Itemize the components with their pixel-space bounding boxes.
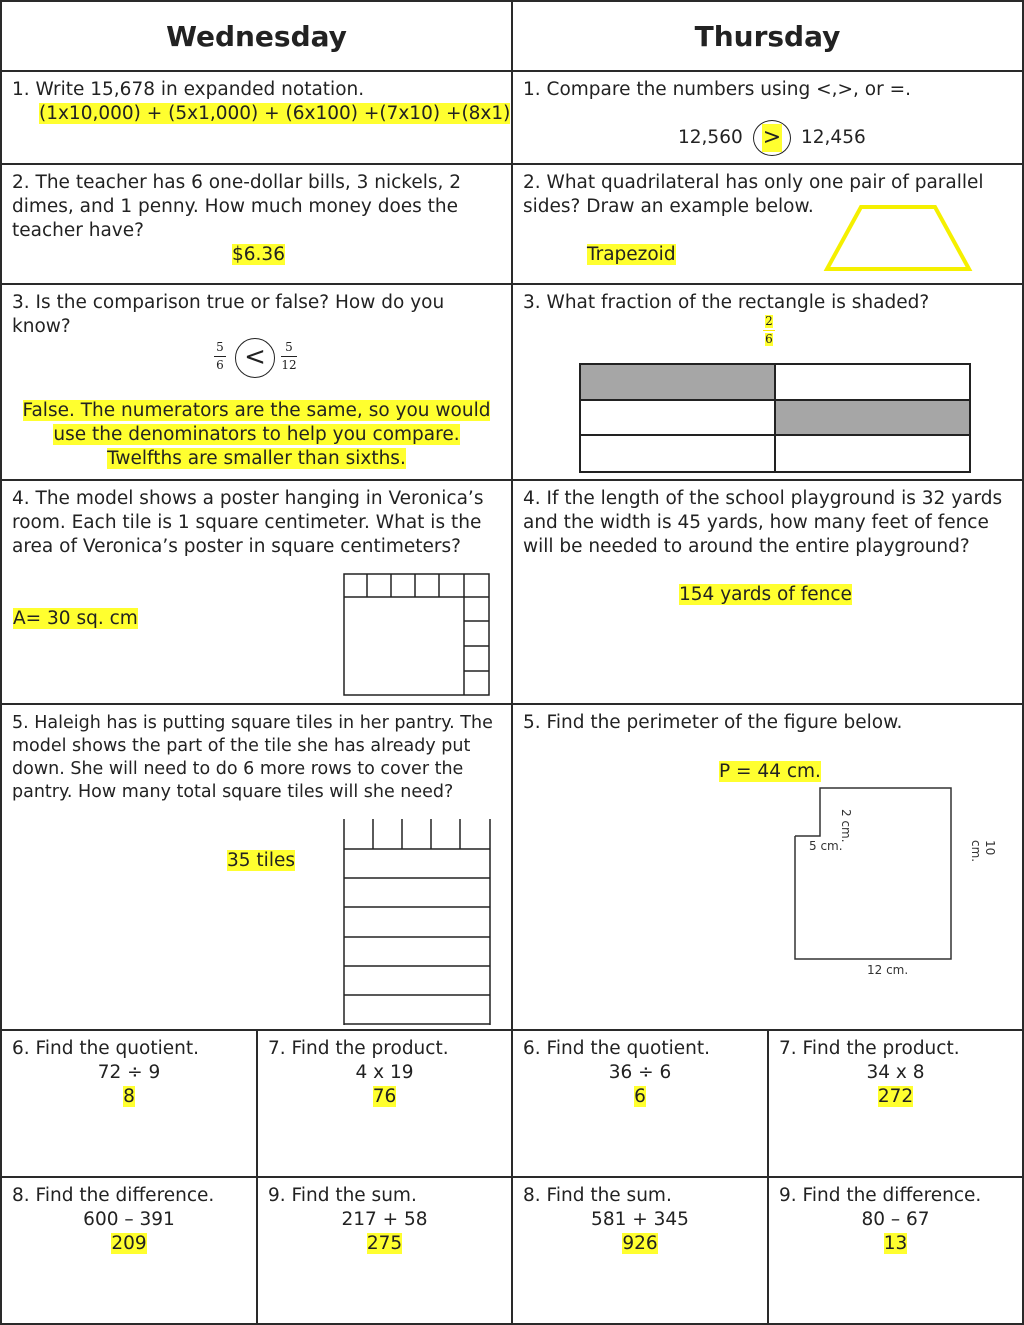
thu-q9-answer: 13 bbox=[883, 1233, 908, 1254]
wed-q3-text: 3. Is the comparison true or false? How do you know? bbox=[12, 292, 445, 337]
thu-q3-answer-fraction bbox=[763, 315, 775, 346]
wed-q3-answer-line-1: False. The numerators are the same, so you would bbox=[22, 400, 491, 421]
thu-q7-label: 7. Find the product. bbox=[779, 1038, 960, 1059]
wed-q6-cell bbox=[0, 1029, 258, 1178]
thu-q7-cell bbox=[767, 1029, 1024, 1178]
thu-q1-symbol: > bbox=[762, 125, 782, 150]
thu-q5-text: 5. Find the perimeter of the figure below. bbox=[523, 712, 903, 733]
thu-q7-problem: 34 x 8 bbox=[866, 1062, 925, 1083]
wed-q8-cell bbox=[0, 1176, 258, 1325]
wed-q3-answer-line-2: use the denominators to help you compare. bbox=[53, 424, 460, 445]
thu-q4-cell bbox=[511, 479, 1024, 705]
thu-q9-problem: 80 – 67 bbox=[861, 1209, 930, 1230]
thu-q2-answer: Trapezoid bbox=[587, 244, 676, 265]
wed-q9-answer: 275 bbox=[366, 1233, 403, 1254]
poster-tile-model bbox=[343, 573, 491, 697]
thu-q6-cell bbox=[511, 1029, 769, 1178]
wednesday-title: Wednesday bbox=[166, 20, 347, 53]
thu-q2-cell bbox=[511, 163, 1024, 285]
wed-q3-cell bbox=[0, 283, 513, 481]
frac-a-den: 6 bbox=[216, 358, 224, 372]
thu-q6-label: 6. Find the quotient. bbox=[523, 1038, 710, 1059]
trapezoid-drawing bbox=[823, 203, 978, 275]
thu-q5-label-left: 5 cm. bbox=[809, 839, 843, 853]
wed-q2-answer: $6.36 bbox=[232, 244, 285, 265]
thu-q4-text: 4. If the length of the school playground is 32 yards and the width is 45 yards, how many feet of fence will be needed to around the entire playground? bbox=[523, 488, 1003, 557]
thu-q1-cell bbox=[511, 70, 1024, 165]
wed-q3-fraction-a bbox=[214, 341, 226, 372]
wed-q7-answer: 76 bbox=[372, 1086, 397, 1107]
thu-q3-answer-num: 2 bbox=[765, 314, 773, 328]
wed-q4-cell bbox=[0, 479, 513, 705]
frac-a-num: 5 bbox=[216, 340, 224, 354]
wed-q2-text: 2. The teacher has 6 one-dollar bills, 3 nickels, 2 dimes, and 1 penny. How much money does the teacher have? bbox=[12, 172, 462, 241]
wed-q1-answer: (1x10,000) + (5x1,000) + (6x100) +(7x10) +(8x1) bbox=[39, 103, 511, 124]
thu-q8-label: 8. Find the sum. bbox=[523, 1185, 672, 1206]
thu-q7-answer: 272 bbox=[877, 1086, 914, 1107]
wed-q5-cell bbox=[0, 703, 513, 1031]
thu-q9-cell bbox=[767, 1176, 1024, 1325]
thu-q3-text: 3. What fraction of the rectangle is shaded? bbox=[523, 292, 930, 313]
thu-q8-answer: 926 bbox=[622, 1233, 658, 1254]
thu-q1-text: 1. Compare the numbers using <,>, or =. bbox=[523, 79, 911, 100]
wed-q1-cell bbox=[0, 70, 513, 165]
thu-q5-label-top: 2 cm. bbox=[839, 809, 853, 843]
thu-q8-problem: 581 + 345 bbox=[591, 1209, 689, 1230]
wed-q8-answer: 209 bbox=[111, 1233, 147, 1254]
thu-q6-problem: 36 ÷ 6 bbox=[608, 1062, 672, 1083]
thu-q6-answer: 6 bbox=[634, 1086, 646, 1107]
wed-q8-label: 8. Find the difference. bbox=[12, 1185, 215, 1206]
thursday-title: Thursday bbox=[694, 20, 841, 53]
pantry-tile-model bbox=[343, 819, 493, 1029]
thu-q4-answer: 154 yards of fence bbox=[679, 584, 852, 605]
thu-q1-symbol-circle bbox=[753, 120, 791, 156]
perimeter-figure bbox=[783, 785, 968, 965]
thu-q1-right: 12,456 bbox=[801, 127, 866, 148]
wed-q4-answer: A= 30 sq. cm bbox=[13, 608, 138, 629]
wed-q9-label: 9. Find the sum. bbox=[268, 1185, 417, 1206]
thu-q5-answer: P = 44 cm. bbox=[719, 761, 821, 782]
wed-q5-answer: 35 tiles bbox=[227, 850, 295, 871]
shaded-rectangle bbox=[579, 363, 973, 475]
header-wednesday bbox=[0, 0, 513, 72]
wed-q2-cell bbox=[0, 163, 513, 285]
wed-q3-symbol: < bbox=[235, 338, 275, 378]
thu-q3-answer-den: 6 bbox=[765, 332, 773, 346]
thu-q3-cell bbox=[511, 283, 1024, 481]
wed-q9-cell bbox=[256, 1176, 513, 1325]
frac-b-den: 12 bbox=[281, 358, 297, 372]
thu-q9-label: 9. Find the difference. bbox=[779, 1185, 982, 1206]
wed-q7-cell bbox=[256, 1029, 513, 1178]
thu-q5-label-bottom: 12 cm. bbox=[867, 963, 909, 977]
wed-q7-problem: 4 x 19 bbox=[355, 1062, 414, 1083]
header-thursday bbox=[511, 0, 1024, 72]
wed-q5-text: 5. Haleigh has is putting square tiles in her pantry. The model shows the part of the tile she has already put down. She will need to do 6 more rows to cover the pantry. How many total square tiles will she need? bbox=[12, 713, 493, 802]
wed-q3-answer-line-3: Twelfths are smaller than sixths. bbox=[107, 448, 406, 469]
thu-q2-text: 2. What quadrilateral has only one pair of parallel sides? Draw an example below. bbox=[523, 172, 984, 217]
wed-q6-answer: 8 bbox=[123, 1086, 135, 1107]
wed-q9-problem: 217 + 58 bbox=[341, 1209, 428, 1230]
wed-q3-fraction-b bbox=[281, 341, 297, 372]
wed-q8-problem: 600 – 391 bbox=[83, 1209, 175, 1230]
thu-q1-left: 12,560 bbox=[678, 127, 743, 148]
thu-q5-label-right: 10 cm. bbox=[969, 840, 997, 863]
thu-q8-cell bbox=[511, 1176, 769, 1325]
wed-q6-problem: 72 ÷ 9 bbox=[97, 1062, 161, 1083]
thu-q5-cell bbox=[511, 703, 1024, 1031]
wed-q4-text: 4. The model shows a poster hanging in Veronica’s room. Each tile is 1 square centimeter. What is the area of Veronica’s poster in square centimeters? bbox=[12, 488, 484, 557]
wed-q1-text: 1. Write 15,678 in expanded notation. bbox=[12, 79, 365, 100]
wed-q6-label: 6. Find the quotient. bbox=[12, 1038, 199, 1059]
frac-b-num: 5 bbox=[285, 340, 293, 354]
wed-q7-label: 7. Find the product. bbox=[268, 1038, 449, 1059]
